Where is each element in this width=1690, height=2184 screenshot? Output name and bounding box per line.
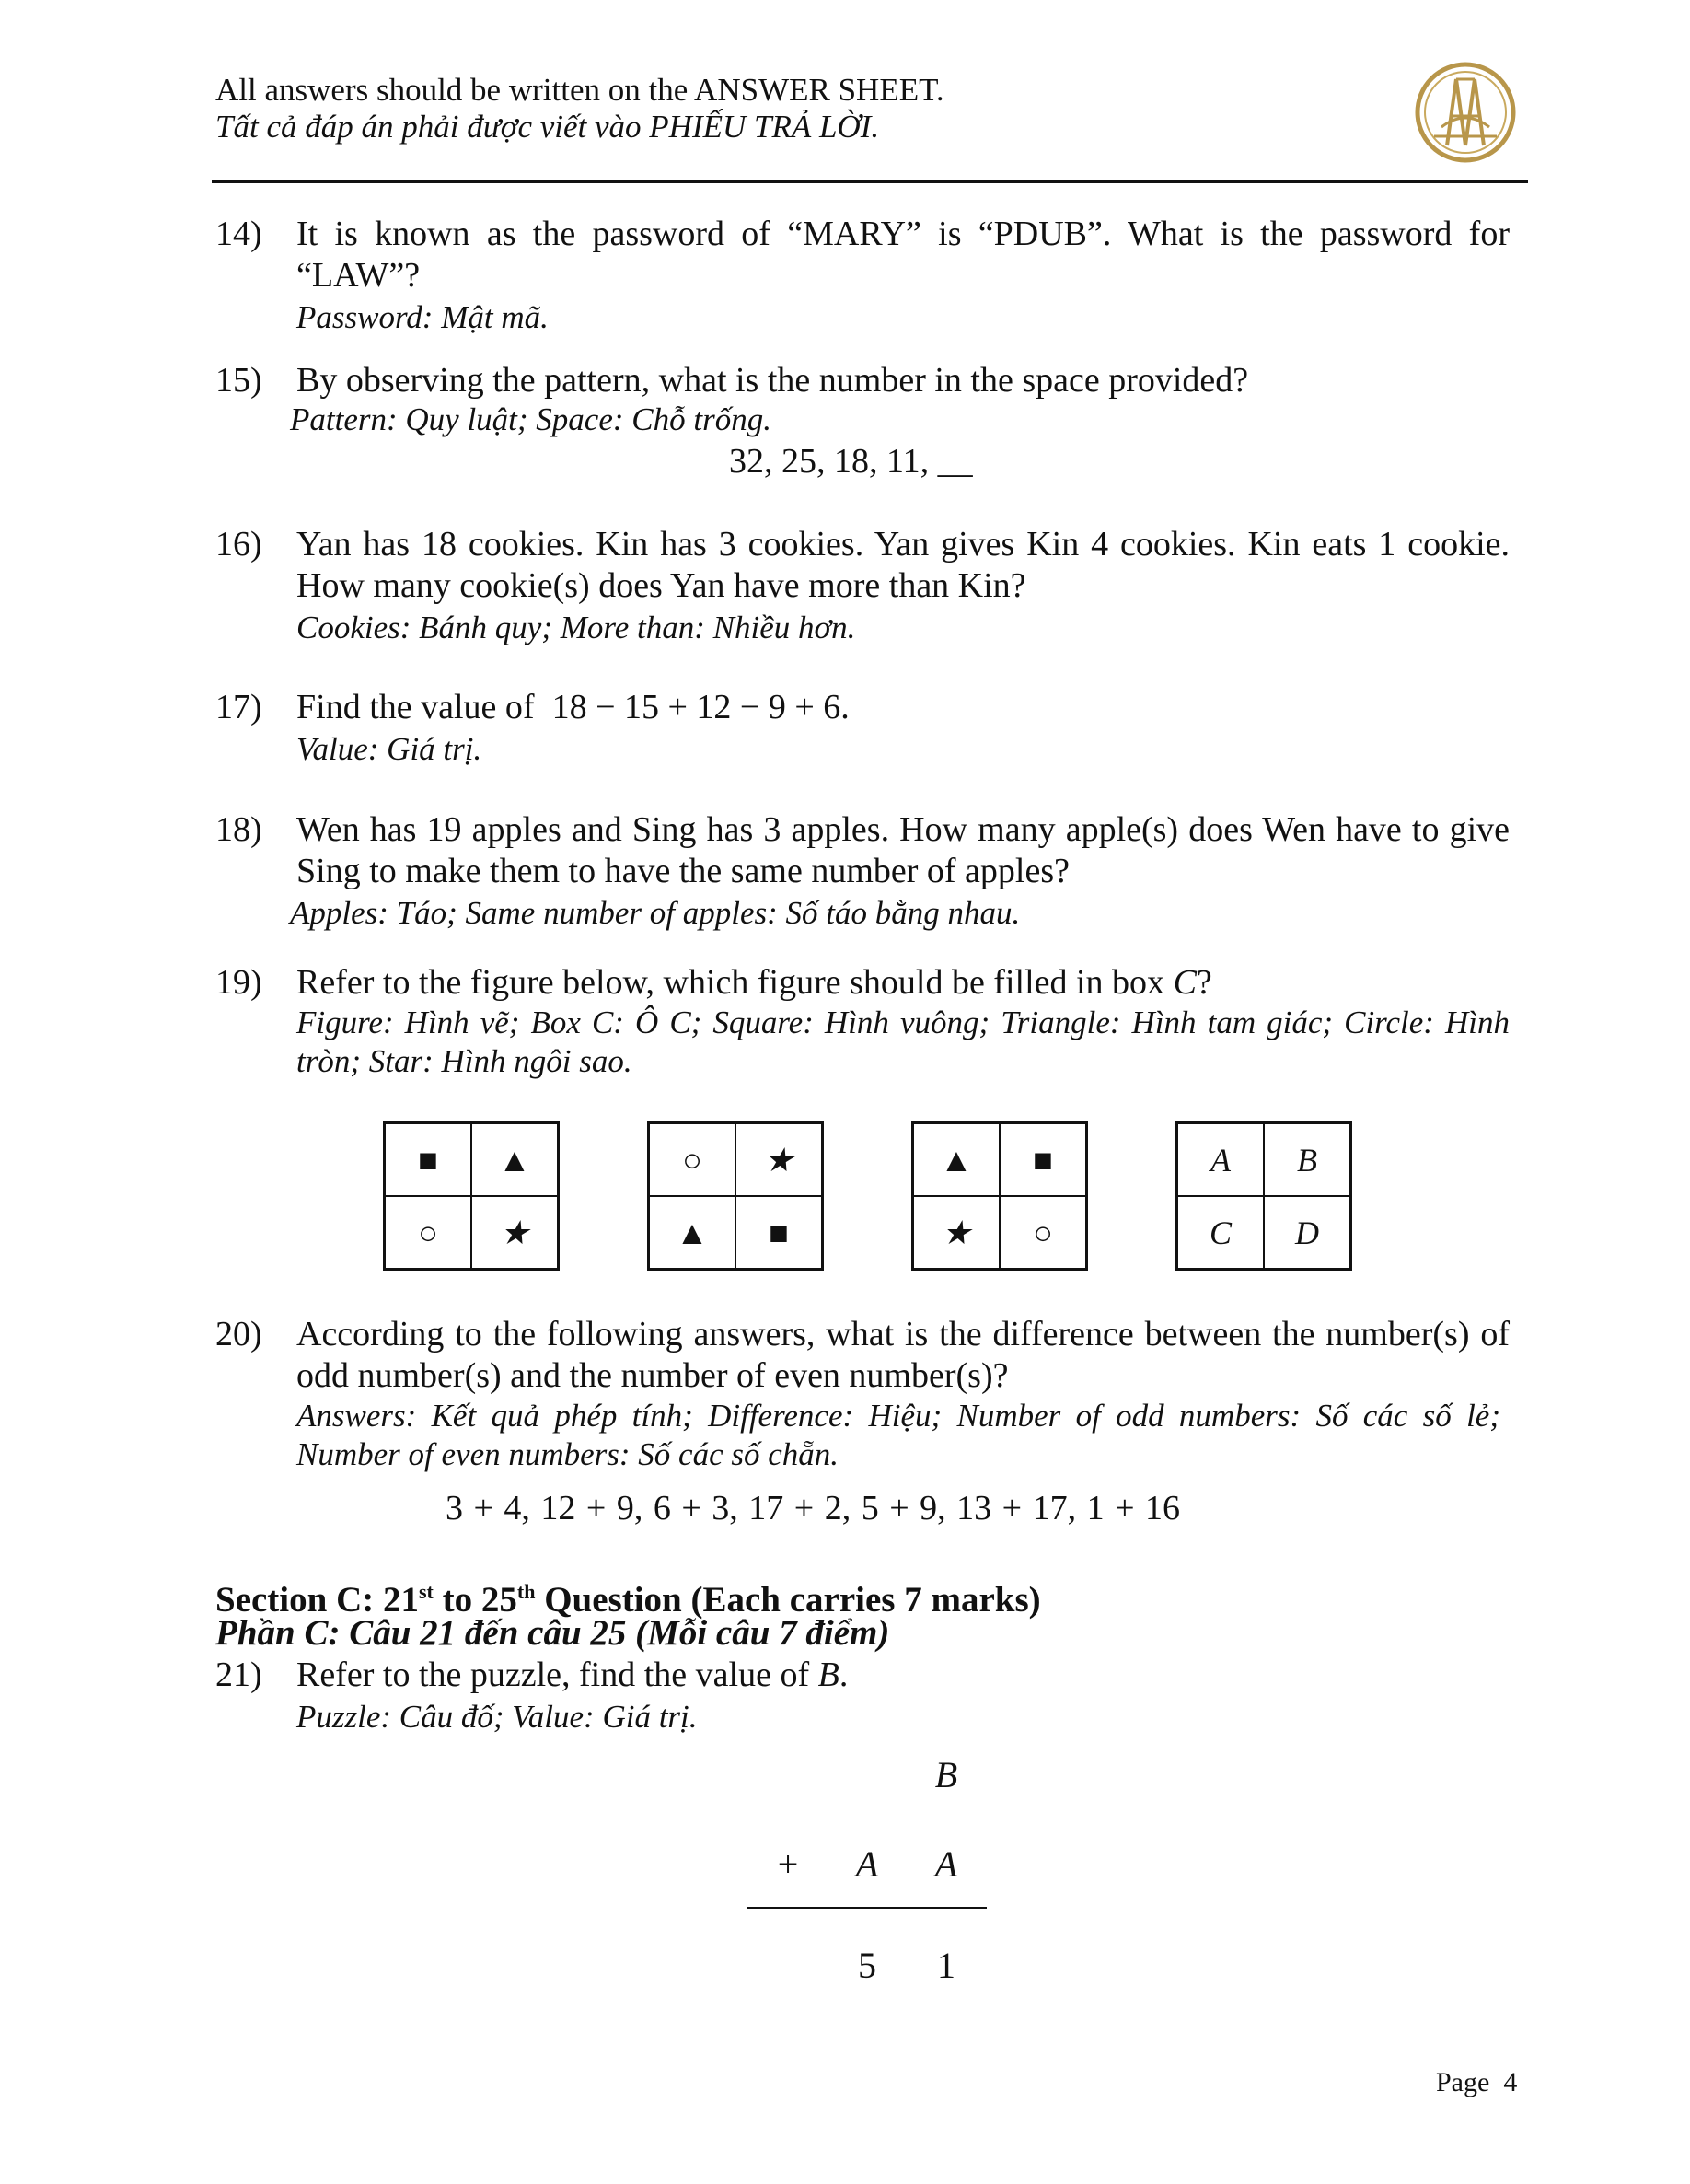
question-text-lead: Refer to the figure below, which figure should be filled in box: [296, 963, 1174, 1002]
expressions-20: 3 + 4, 12 + 9, 6 + 3, 17 + 2, 5 + 9, 13 + 17, 1 + 16: [446, 1489, 1181, 1528]
puzzle-digit: 5: [858, 1945, 876, 1986]
grid-cell: A: [1177, 1123, 1264, 1196]
question-gloss: Cookies: Bánh quy; More than: Nhiều hơn.: [296, 610, 856, 645]
header-instructions: [215, 72, 944, 145]
question-gloss: Apples: Táo; Same number of apples: Số táo bằng nhau.: [290, 895, 1021, 931]
question-text-lead: Refer to the puzzle, find the value of: [296, 1655, 818, 1694]
question-number: 21): [215, 1655, 262, 1694]
question-number: 18): [215, 810, 262, 849]
section-c-title-vn: Phần C: Câu 21 đến câu 25 (Mỗi câu 7 điểm): [215, 1613, 890, 1653]
figure-grid-1: [383, 1121, 560, 1271]
grid-cell: ■: [385, 1123, 471, 1196]
figure-grid-answer: [1175, 1121, 1352, 1271]
grid-cell: C: [1177, 1196, 1264, 1269]
section-c-title-part: Section C: 21: [215, 1580, 419, 1620]
grid-cell: ■: [1000, 1123, 1086, 1196]
superscript: st: [418, 1580, 434, 1603]
question-gloss: Value: Giá trị.: [296, 731, 482, 767]
question-text: According to the following answers, what is the difference between the number(s) of odd number(s) and the number of even number(s)?: [296, 1315, 1510, 1395]
header-line-en: All answers should be written on the ANSWER SHEET.: [215, 72, 944, 108]
question-text: It is known as the password of “MARY” is “PDUB”. What is the password for “LAW”?: [296, 215, 1510, 295]
puzzle-digit: A: [855, 1843, 879, 1885]
question-gloss: Answers: Kết quả phép tính; Difference: Hiệu; Number of odd numbers: Số các số lẻ; Number of even numbers: Số các số chẵn.: [296, 1398, 1500, 1472]
page-number: Page 4: [1436, 2067, 1518, 2097]
question-number: 15): [215, 361, 262, 400]
grid-cell: ○: [1000, 1196, 1086, 1269]
puzzle-digit: B: [934, 1754, 958, 1795]
section-c-title-part: Question (Each carries 7 marks): [535, 1580, 1041, 1620]
question-gloss: Puzzle: Câu đố; Value: Giá trị.: [296, 1699, 698, 1735]
question-text: Wen has 19 apples and Sing has 3 apples. How many apple(s) does Wen have to give Sing to make them to have the same number of apples?: [296, 810, 1510, 890]
grid-cell: ★: [735, 1123, 822, 1196]
section-c-title-part: to 25: [433, 1580, 517, 1620]
superscript: th: [516, 1580, 536, 1603]
question-text: [296, 687, 1510, 728]
puzzle-plus: +: [777, 1843, 799, 1885]
question-text-lead: Find the value of: [296, 688, 535, 726]
sequence-15: 32, 25, 18, 11, __: [729, 442, 973, 481]
grid-cell: ★: [913, 1196, 1000, 1269]
puzzle-digit: A: [934, 1843, 958, 1885]
question-text: Yan has 18 cookies. Kin has 3 cookies. Yan gives Kin 4 cookies. Kin eats 1 cookie. How many cookie(s) does Yan have more than Kin?: [296, 525, 1510, 605]
grid-cell: ■: [735, 1196, 822, 1269]
puzzle-sum-line: [747, 1907, 987, 1909]
grid-cell: B: [1264, 1123, 1350, 1196]
puzzle-digit: 1: [937, 1945, 955, 1986]
question-number: 14): [215, 215, 262, 253]
grid-cell: ○: [649, 1123, 735, 1196]
grid-cell: ○: [385, 1196, 471, 1269]
question-text-tail: ?: [1196, 963, 1212, 1002]
question-number: 17): [215, 688, 262, 726]
question-variable: C: [1173, 963, 1197, 1002]
question-text-tail: .: [840, 688, 850, 726]
question-text: By observing the pattern, what is the number in the space provided?: [296, 361, 1249, 400]
question-gloss: Pattern: Quy luật; Space: Chỗ trống.: [290, 401, 771, 437]
grid-cell: D: [1264, 1196, 1350, 1269]
figure-grid-3: [911, 1121, 1088, 1271]
question-gloss: Password: Mật mã.: [296, 299, 549, 335]
question-number: 20): [215, 1315, 262, 1353]
question-text: [296, 1655, 1510, 1696]
question-gloss: Figure: Hình vẽ; Box C: Ô C; Square: Hình vuông; Triangle: Hình tam giác; Circle: Hình tròn; Star: Hình ngôi sao.: [296, 1005, 1510, 1079]
figure-grid-2: [647, 1121, 824, 1271]
question-variable: B: [817, 1655, 839, 1694]
grid-cell: ▲: [649, 1196, 735, 1269]
question-number: 19): [215, 963, 262, 1002]
grid-cell: ▲: [471, 1123, 558, 1196]
bridge-emblem-icon: [1414, 61, 1517, 164]
question-text: [296, 962, 1510, 1004]
question-text-tail: .: [839, 1655, 849, 1694]
question-number: 16): [215, 525, 262, 563]
header-divider: [212, 180, 1528, 183]
header-line-vn: Tất cả đáp án phải được viết vào PHIẾU TRẢ LỜI.: [215, 109, 880, 145]
grid-cell: ▲: [913, 1123, 1000, 1196]
grid-cell: ★: [471, 1196, 558, 1269]
expression-17: 18 − 15 + 12 − 9 + 6: [551, 688, 841, 726]
